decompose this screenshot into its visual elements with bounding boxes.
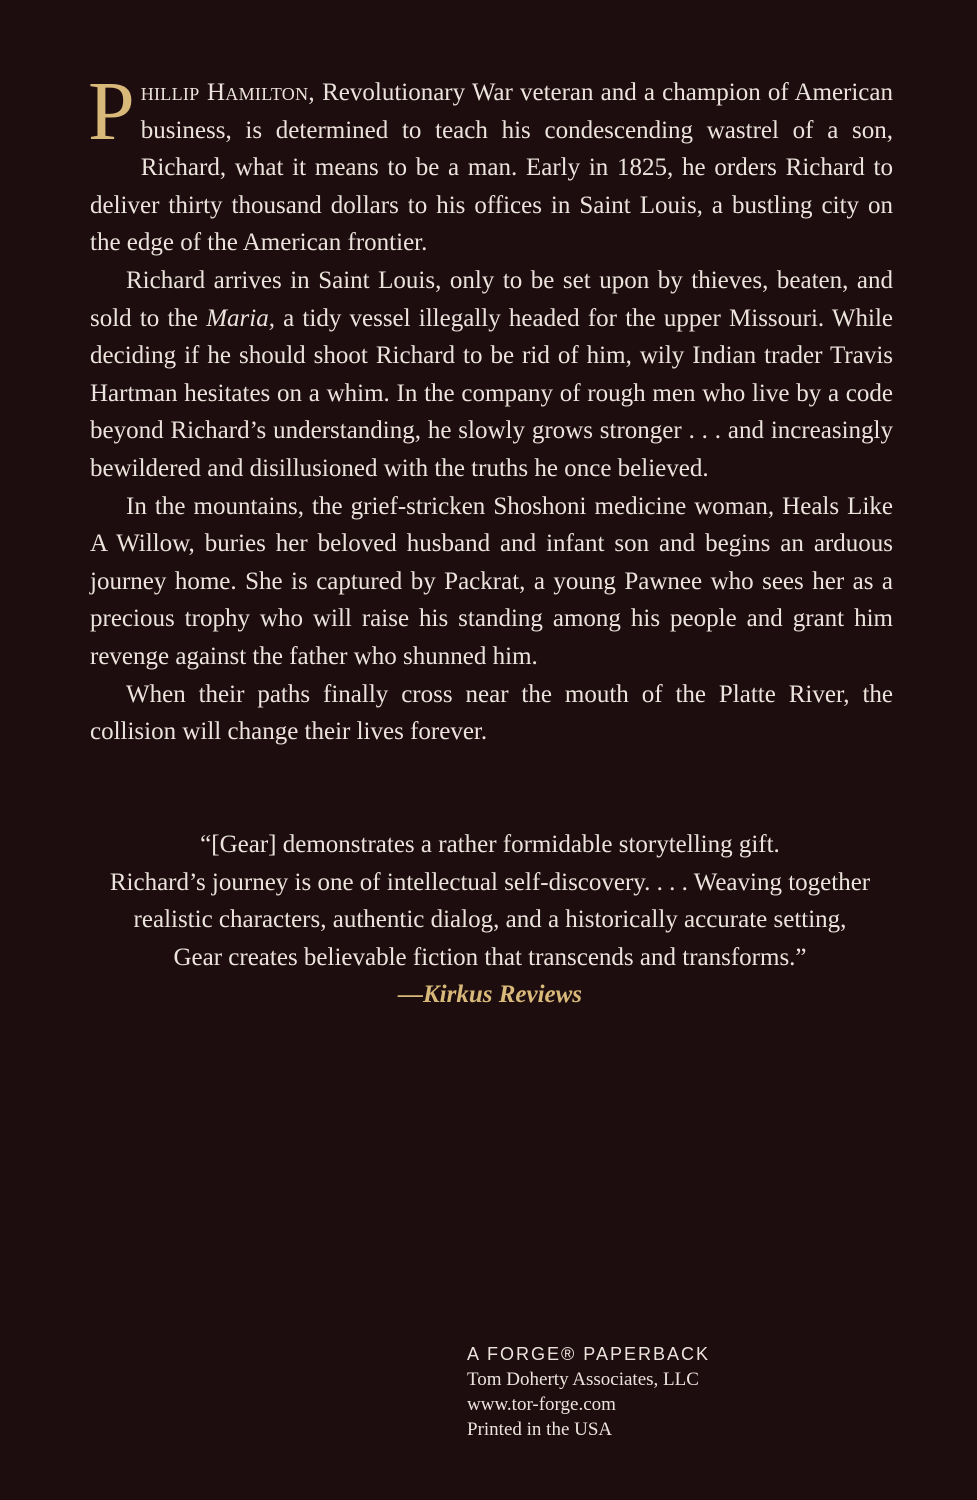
blurb-paragraph-3: In the mountains, the grief-stricken Shoshoni medicine woman, Heals Like A Willow, buries her beloved husband and infant son and begins an arduous journey home. She is captured by Packrat, a young Pawnee who sees her as a precious trophy who will raise his standing among his people and grant him revenge against the father who shunned him.: [90, 492, 893, 670]
blurb-paragraph-4: When their paths finally cross near the mouth of the Platte River, the collision will change their lives forever.: [90, 680, 893, 746]
blurb-paragraph-2-text-b: a tidy vessel illegally headed for the upper Missouri. While deciding if he should shoot Richard to be rid of him, wily Indian trader Travis Hartman hesitates on a whim. In the company of rough men who live by a code beyond Richard’s understanding, he slowly grows stronger . . . and increasingly bewildered and disillusioned with the truths he once believed.: [90, 304, 893, 482]
publisher-company: Tom Doherty Associates, LLC: [467, 1369, 699, 1390]
quote-line-1: “[Gear] demonstrates a rather formidable storytelling gift.: [200, 831, 780, 858]
blurb-paragraph-2: [90, 262, 893, 488]
blurb-paragraph-1-text: Revolutionary War veteran and a champion of American business, is determined to teach his condescending wastrel of a son, Richard, what it means to be a man. Early in 1825, he orders Richard to deliver thirty thousand dollars to his offices in Saint Louis, a bustling city on the edge of the American frontier.: [90, 79, 894, 257]
book-blurb: [88, 65, 894, 751]
blurb-paragraph-1: [88, 65, 894, 262]
publisher-imprint: A FORGE® PAPERBACK: [467, 1344, 710, 1364]
blurb-paragraph-2-text-a: Richard arrives in Saint Louis, only to be set upon by thieves, beaten, and sold to the: [90, 266, 893, 332]
quote-line-2: Richard’s journey is one of intellectual self-discovery. . . . Weaving together: [109, 868, 871, 896]
ship-name: Maria,: [206, 304, 275, 332]
printed-location: Printed in the USA: [467, 1419, 613, 1440]
publisher-info: [467, 1341, 767, 1442]
publisher-website: www.tor-forge.com: [467, 1394, 616, 1415]
quote-line-4: Gear creates believable fiction that transcends and transforms.”: [173, 943, 807, 971]
review-quote: [60, 826, 920, 1014]
quote-line-3: realistic characters, authentic dialog, and a historically accurate setting,: [133, 906, 847, 934]
drop-cap: P: [88, 65, 135, 158]
character-name-smallcaps: hillip Hamilton,: [140, 79, 315, 106]
quote-attribution: —Kirkus Reviews: [397, 981, 583, 1009]
